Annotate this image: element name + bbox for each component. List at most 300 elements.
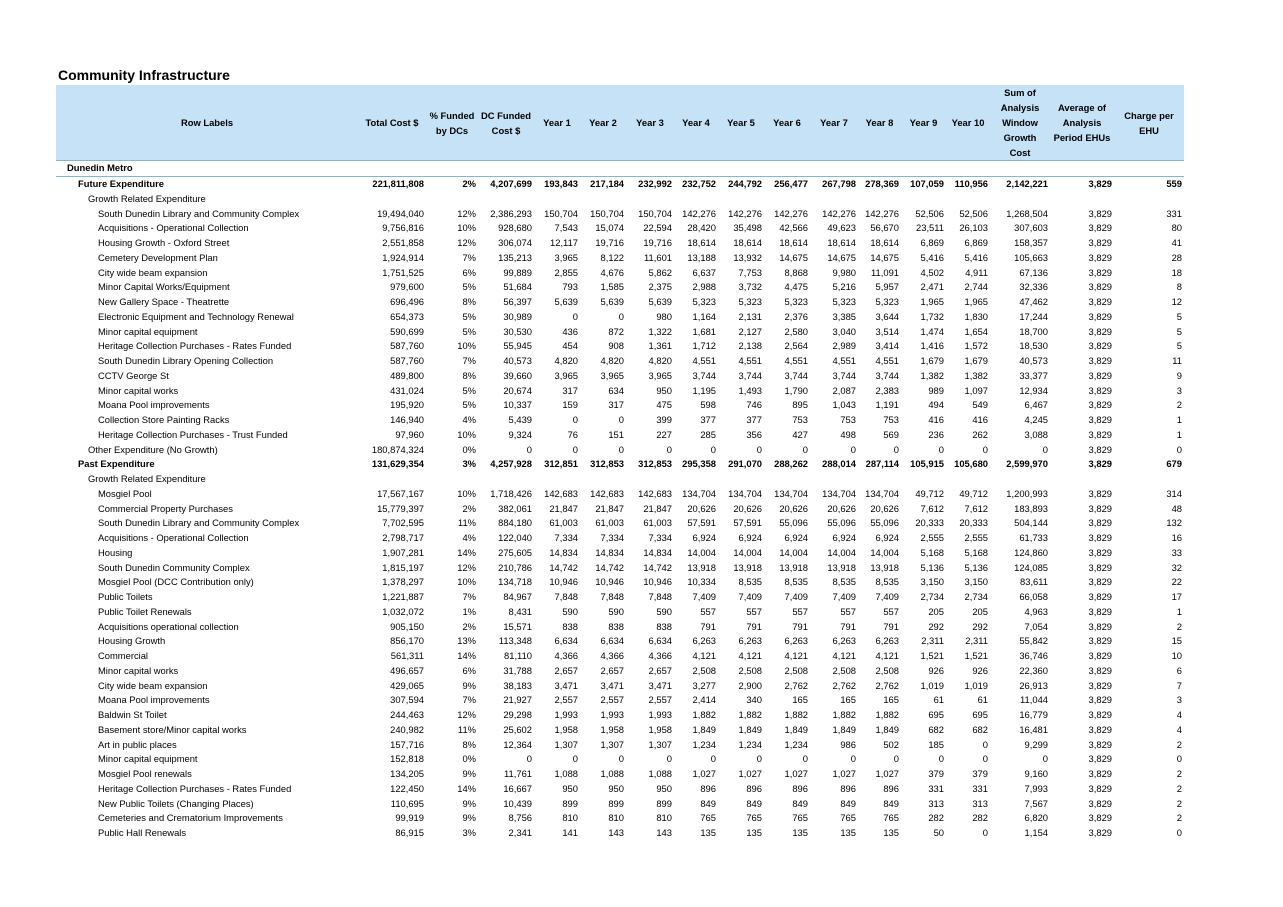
table-cell: 317 (562, 384, 578, 396)
table-cell: 2,142,221 (1006, 178, 1048, 190)
table-cell: 5% (462, 325, 476, 337)
table-cell: 849 (792, 797, 808, 809)
table-cell: 9,980 (832, 266, 856, 278)
table-cell: 3,829 (1088, 384, 1112, 396)
table-cell: 340 (746, 694, 762, 706)
table-cell: 3,829 (1088, 399, 1112, 411)
table-cell: 142,276 (728, 207, 762, 219)
table-cell: 217,184 (590, 178, 624, 190)
row-label[interactable]: Minor capital equipment (98, 325, 198, 337)
table-cell: 307,594 (390, 694, 424, 706)
table-cell: 0 (982, 443, 988, 455)
table-cell: 0 (893, 443, 899, 455)
row-label[interactable]: City wide beam expansion (98, 679, 208, 691)
table-cell: 8 (1176, 281, 1182, 293)
table-cell: 2,311 (921, 635, 944, 647)
table-cell: 22,360 (1019, 664, 1048, 676)
table-cell: 86,915 (395, 827, 424, 839)
table-cell: 0 (982, 738, 988, 750)
table-cell: 10% (457, 428, 476, 440)
table-cell: 2,087 (832, 384, 856, 396)
table-cell: 3,829 (1088, 266, 1112, 278)
row-label[interactable]: Acquisitions - Operational Collection (98, 532, 249, 544)
column-header[interactable]: Year 8 (858, 85, 901, 161)
table-cell (358, 472, 426, 487)
table-cell: 57,591 (687, 517, 716, 529)
table-cell: 3,829 (1088, 222, 1112, 234)
column-header[interactable]: Year 4 (674, 85, 718, 161)
table-cell: 1,958 (648, 723, 672, 735)
table-cell: 6,924 (784, 532, 808, 544)
table-row (56, 354, 1184, 369)
table-cell: 307,603 (1014, 222, 1048, 234)
table-cell: 753 (840, 414, 856, 426)
table-cell: 2,580 (784, 325, 808, 337)
table-cell: 10,334 (687, 576, 716, 588)
table-cell: 1,882 (692, 709, 716, 721)
column-header[interactable]: Total Cost $ (358, 85, 426, 161)
table-cell: 2,657 (648, 664, 672, 676)
table-cell (1114, 161, 1184, 177)
row-label[interactable]: Other Expenditure (No Growth) (88, 443, 218, 455)
column-header[interactable]: Average of Analysis Period EHUs (1050, 85, 1114, 161)
table-cell: 33 (1171, 546, 1182, 558)
table-cell: 1 (1176, 605, 1182, 617)
table-cell: 7,567 (1024, 797, 1048, 809)
table-cell (534, 472, 580, 487)
row-label[interactable]: South Dunedin Community Complex (98, 561, 250, 573)
table-cell: 2 (1176, 620, 1182, 632)
table-cell: 2,734 (964, 591, 988, 603)
table-cell: 849 (840, 797, 856, 809)
table-cell: 1,849 (875, 723, 899, 735)
table-cell: 382,061 (498, 502, 532, 514)
table-cell: 0 (938, 443, 944, 455)
row-label[interactable]: Heritage Collection Purchases - Trust Funded (98, 428, 288, 440)
row-label[interactable]: South Dunedin Library and Community Complex (98, 517, 300, 529)
table-cell: 5% (462, 399, 476, 411)
row-label[interactable]: New Public Toilets (Changing Places) (98, 797, 254, 809)
column-header[interactable]: Sum of Analysis Window Growth Cost (990, 85, 1050, 161)
table-cell: 142,683 (590, 487, 624, 499)
table-cell: 2 (1176, 768, 1182, 780)
table-cell: 50 (933, 827, 944, 839)
table-cell: 21,927 (503, 694, 532, 706)
table-cell: 7,612 (920, 502, 944, 514)
table-row (56, 605, 1184, 620)
table-cell: 285 (700, 428, 716, 440)
table-cell: 8,535 (784, 576, 808, 588)
table-cell: 1,993 (648, 709, 672, 721)
row-label[interactable]: Public Toilet Renewals (98, 605, 192, 617)
row-label[interactable]: Electronic Equipment and Technology Renewal (98, 310, 294, 322)
column-header[interactable]: Year 6 (764, 85, 810, 161)
table-cell: 896 (700, 782, 716, 794)
column-header-row-labels[interactable]: Row Labels (56, 85, 358, 161)
row-label[interactable]: Heritage Collection Purchases - Rates Funded (98, 340, 292, 352)
table-cell: 12,364 (503, 738, 532, 750)
table-cell (810, 161, 858, 177)
row-label[interactable]: South Dunedin Library and Community Complex (98, 207, 300, 219)
row-label[interactable]: CCTV George St (98, 369, 169, 381)
table-cell: 4,551 (784, 355, 808, 367)
column-header[interactable]: Year 10 (946, 85, 990, 161)
table-cell: 1,654 (964, 325, 988, 337)
table-cell: 3,829 (1088, 753, 1112, 765)
table-row (56, 546, 1184, 561)
column-header[interactable]: Year 9 (901, 85, 946, 161)
table-cell: 3,829 (1088, 458, 1112, 470)
row-label[interactable]: Art in public places (98, 738, 177, 750)
table-cell: 47,462 (1019, 296, 1048, 308)
table-cell: 12,117 (550, 237, 578, 249)
table-cell: 14,004 (827, 546, 856, 558)
table-cell: 3,414 (875, 340, 899, 352)
table-cell: 282 (928, 812, 944, 824)
table-cell: 20,333 (915, 517, 944, 529)
table-cell: 13,918 (687, 561, 716, 573)
table-cell: 185 (928, 738, 944, 750)
row-label[interactable]: South Dunedin Library Opening Collection (98, 355, 274, 367)
table-cell: 313 (928, 797, 944, 809)
table-cell: 0 (1176, 827, 1182, 839)
table-cell: 2,138 (738, 340, 762, 352)
table-cell: 52,506 (959, 207, 988, 219)
column-header[interactable]: Charge per EHU (1114, 85, 1184, 161)
table-cell: 1,751,525 (382, 266, 424, 278)
table-cell: 0 (756, 443, 762, 455)
table-cell: 3,829 (1088, 782, 1112, 794)
table-cell: 1 (1176, 414, 1182, 426)
table-cell: 165 (883, 694, 899, 706)
table-cell: 896 (840, 782, 856, 794)
table-cell (858, 472, 901, 487)
column-header[interactable]: Year 5 (718, 85, 764, 161)
table-cell: 12 (1171, 296, 1182, 308)
table-cell: 14,004 (779, 546, 808, 558)
table-cell: 7,848 (600, 591, 624, 603)
table-cell: 41 (1171, 237, 1182, 249)
table-cell: 2,311 (965, 635, 988, 647)
table-cell: 5,168 (920, 546, 944, 558)
table-cell: 134,704 (865, 487, 899, 499)
table-cell: 377 (746, 414, 762, 426)
table-cell: 1,849 (738, 723, 762, 735)
table-row (56, 575, 1184, 590)
table-row (56, 796, 1184, 811)
row-label[interactable]: Growth Related Expenditure (88, 192, 206, 204)
table-cell: 165 (840, 694, 856, 706)
column-header[interactable]: % Funded by DCs (426, 85, 478, 161)
row-label[interactable]: Minor capital equipment (98, 753, 198, 765)
table-cell: 1,154 (1024, 827, 1048, 839)
table-cell: 1,849 (832, 723, 856, 735)
table-cell: 10% (457, 487, 476, 499)
row-label[interactable]: New Gallery Space - Theatrette (98, 296, 230, 308)
row-label[interactable]: Minor capital works (98, 664, 179, 676)
table-cell: 1,019 (964, 679, 988, 691)
table-cell: 2,557 (600, 694, 624, 706)
row-label[interactable]: Baldwin St Toilet (98, 709, 167, 721)
table-cell: 8,756 (508, 812, 532, 824)
table-cell: 3,829 (1088, 251, 1112, 263)
table-cell: 232,992 (638, 178, 672, 190)
table-cell (810, 472, 858, 487)
table-cell: 227 (656, 428, 672, 440)
table-cell: 2,508 (738, 664, 762, 676)
row-label[interactable]: Collection Store Painting Racks (98, 414, 230, 426)
table-cell: 895 (792, 399, 808, 411)
table-cell: 3,150 (964, 576, 988, 588)
table-cell: 61,003 (595, 517, 624, 529)
row-label[interactable]: Basement store/Minor capital works (98, 723, 247, 735)
column-header[interactable]: Year 7 (810, 85, 858, 161)
table-cell: 3,829 (1088, 561, 1112, 573)
table-cell (810, 192, 858, 207)
row-label[interactable]: Acquisitions operational collection (98, 620, 239, 632)
table-cell: 61 (933, 694, 944, 706)
row-label[interactable]: Heritage Collection Purchases - Rates Funded (98, 782, 292, 794)
table-cell: 19,716 (595, 237, 624, 249)
table-cell: 14,834 (643, 546, 672, 558)
table-cell: 377 (700, 414, 716, 426)
table-cell: 1,221,887 (382, 591, 424, 603)
table-cell: 3,829 (1088, 679, 1112, 691)
table-cell: 2,564 (784, 340, 808, 352)
table-cell: 240,982 (390, 723, 424, 735)
table-row (56, 383, 1184, 398)
table-cell: 0% (462, 443, 476, 455)
table-cell: 2,376 (784, 310, 808, 322)
row-label[interactable]: Cemeteries and Crematorium Improvements (98, 812, 283, 824)
row-label[interactable]: Cemetery Development Plan (98, 251, 218, 263)
table-cell (674, 161, 718, 177)
table-cell: 4,551 (875, 355, 899, 367)
table-cell: 1,474 (920, 325, 944, 337)
table-cell: 2,599,970 (1006, 458, 1048, 470)
table-cell: 8,535 (875, 576, 899, 588)
table-cell: 590 (656, 605, 672, 617)
table-cell: 165 (792, 694, 808, 706)
table-cell: 1,958 (554, 723, 578, 735)
table-cell (901, 192, 946, 207)
row-label[interactable]: Mosgiel Pool (DCC Contribution only) (98, 576, 254, 588)
table-cell: 4,121 (832, 650, 856, 662)
table-cell: 134,704 (822, 487, 856, 499)
table-cell (674, 192, 718, 207)
table-cell: 142,276 (682, 207, 716, 219)
table-cell: 896 (792, 782, 808, 794)
table-cell: 3,829 (1088, 620, 1112, 632)
table-cell: 13,932 (733, 251, 762, 263)
table-cell: 3,277 (692, 679, 716, 691)
row-label[interactable]: Dunedin Metro (56, 161, 358, 177)
column-header[interactable]: Year 1 (534, 85, 580, 161)
table-cell: 10,337 (503, 399, 532, 411)
table-cell: 331 (928, 782, 944, 794)
table-cell: 7,543 (554, 222, 578, 234)
table-cell: 6,637 (692, 266, 716, 278)
table-cell: 20,674 (503, 384, 532, 396)
table-cell: 884,180 (498, 517, 532, 529)
table-cell: 905,150 (390, 620, 424, 632)
table-cell: 6,820 (1024, 812, 1048, 824)
row-label[interactable]: Housing Growth (98, 635, 166, 647)
table-row (56, 531, 1184, 546)
row-label[interactable]: Housing Growth - Oxford Street (98, 237, 230, 249)
table-cell: 6,263 (832, 635, 856, 647)
table-cell: 695 (972, 709, 988, 721)
table-cell: 4,820 (648, 355, 672, 367)
row-label[interactable]: Moana Pool improvements (98, 399, 210, 411)
table-cell (358, 161, 426, 177)
row-label[interactable]: Mosgiel Pool renewals (98, 768, 192, 780)
table-cell: 11,044 (1020, 694, 1048, 706)
table-cell: 0 (618, 443, 624, 455)
table-cell: 49,623 (827, 222, 856, 234)
table-cell: 791 (792, 620, 808, 632)
table-cell: 142,276 (774, 207, 808, 219)
table-cell: 3,829 (1088, 517, 1112, 529)
column-header[interactable]: Year 2 (580, 85, 626, 161)
table-row (56, 634, 1184, 649)
row-label[interactable]: Acquisitions - Operational Collection (98, 222, 249, 234)
table-cell: 2% (462, 178, 476, 190)
table-cell: 29,298 (503, 709, 532, 721)
table-cell: 10% (457, 340, 476, 352)
row-label[interactable]: Mosgiel Pool (98, 487, 152, 499)
column-header[interactable]: Year 3 (626, 85, 674, 161)
table-cell: 2,762 (832, 679, 856, 691)
table-cell: 3,829 (1088, 355, 1112, 367)
table-cell (901, 472, 946, 487)
table-cell: 312,853 (638, 458, 672, 470)
table-cell: 10,946 (549, 576, 578, 588)
table-cell: 0 (618, 310, 624, 322)
table-cell: 134,718 (498, 576, 532, 588)
table-cell: 13,918 (779, 561, 808, 573)
table-cell: 856,170 (390, 635, 424, 647)
table-cell: 3,829 (1088, 532, 1112, 544)
table-cell: 2 (1176, 812, 1182, 824)
table-cell: 76 (567, 428, 578, 440)
table-cell: 30,530 (503, 325, 532, 337)
table-cell: 16,481 (1019, 723, 1048, 735)
row-label[interactable]: Commercial Property Purchases (98, 502, 233, 514)
table-cell: 1,027 (692, 768, 716, 780)
table-cell: 67,136 (1019, 266, 1048, 278)
table-cell: 5% (462, 384, 476, 396)
table-cell: 1,027 (784, 768, 808, 780)
table-row (56, 251, 1184, 266)
table-cell: 1,027 (738, 768, 762, 780)
table-cell: 557 (792, 605, 808, 617)
table-cell: 7,054 (1024, 620, 1048, 632)
row-label[interactable]: Public Toilets (98, 591, 153, 603)
table-cell: 7,848 (554, 591, 578, 603)
table-cell: 0 (756, 753, 762, 765)
table-cell (626, 472, 674, 487)
row-label[interactable]: Past Expenditure (78, 458, 155, 470)
table-cell: 3,829 (1088, 237, 1112, 249)
table-row (56, 192, 1184, 207)
table-cell: 3,829 (1088, 709, 1112, 721)
row-label[interactable]: City wide beam expansion (98, 266, 208, 278)
table-cell: 20,626 (827, 502, 856, 514)
table-cell: 97,960 (395, 428, 424, 440)
table-cell: 331 (1166, 207, 1182, 219)
table-cell: 14% (457, 546, 476, 558)
table-cell (580, 472, 626, 487)
row-label[interactable]: Growth Related Expenditure (88, 473, 206, 485)
row-label[interactable]: Minor capital works (98, 384, 179, 396)
table-cell: 33,377 (1019, 369, 1048, 381)
table-cell: 634 (608, 384, 624, 396)
table-cell: 51,684 (503, 281, 532, 293)
row-label[interactable]: Future Expenditure (78, 178, 164, 190)
table-cell: 2,375 (648, 281, 672, 293)
table-row (56, 176, 1184, 191)
table-cell: 21,847 (549, 502, 578, 514)
table-cell: 183,893 (1014, 502, 1048, 514)
table-cell: 11,601 (644, 251, 672, 263)
table-cell: 1,191 (875, 399, 899, 411)
table-cell: 26,103 (959, 222, 988, 234)
table-cell: 549 (972, 399, 988, 411)
table-cell: 18 (1171, 266, 1182, 278)
table-cell: 4,676 (600, 266, 624, 278)
table-row (56, 723, 1184, 738)
table-cell: 14,004 (687, 546, 716, 558)
table-cell: 1,849 (784, 723, 808, 735)
table-cell: 5,136 (964, 561, 988, 573)
table-cell: 2,508 (692, 664, 716, 676)
table-cell: 1,521 (964, 650, 988, 662)
table-cell: 2,508 (832, 664, 856, 676)
row-label[interactable]: Public Hall Renewals (98, 827, 187, 839)
table-cell: 0 (938, 753, 944, 765)
table-cell: 1,679 (920, 355, 944, 367)
table-cell: 17 (1171, 591, 1182, 603)
table-cell: 1,027 (875, 768, 899, 780)
table-cell: 5,439 (508, 414, 532, 426)
table-cell: 150,704 (590, 207, 624, 219)
table-cell: 288,014 (822, 458, 856, 470)
row-label[interactable]: Housing (98, 546, 133, 558)
table-cell: 23,511 (916, 222, 944, 234)
table-cell: 2,555 (920, 532, 944, 544)
table-row (56, 413, 1184, 428)
table-cell: 1,027 (832, 768, 856, 780)
table-cell: 1,849 (692, 723, 716, 735)
table-cell: 489,800 (390, 369, 424, 381)
table-cell: 134,704 (728, 487, 762, 499)
table-cell: 1,307 (648, 738, 672, 750)
column-header[interactable]: DC Funded Cost $ (478, 85, 534, 161)
row-label[interactable]: Moana Pool improvements (98, 694, 210, 706)
table-cell: 765 (746, 812, 762, 824)
table-cell: 13% (457, 635, 476, 647)
table-cell: 899 (562, 797, 578, 809)
row-label[interactable]: Commercial (98, 650, 149, 662)
table-cell: 3% (462, 827, 476, 839)
table-cell: 5,168 (964, 546, 988, 558)
table-cell: 3,965 (554, 251, 578, 263)
table-cell: 1,200,993 (1006, 487, 1048, 499)
table-cell: 25,602 (503, 723, 532, 735)
row-label[interactable]: Minor Capital Works/Equipment (98, 281, 230, 293)
table-cell: 4,121 (692, 650, 716, 662)
